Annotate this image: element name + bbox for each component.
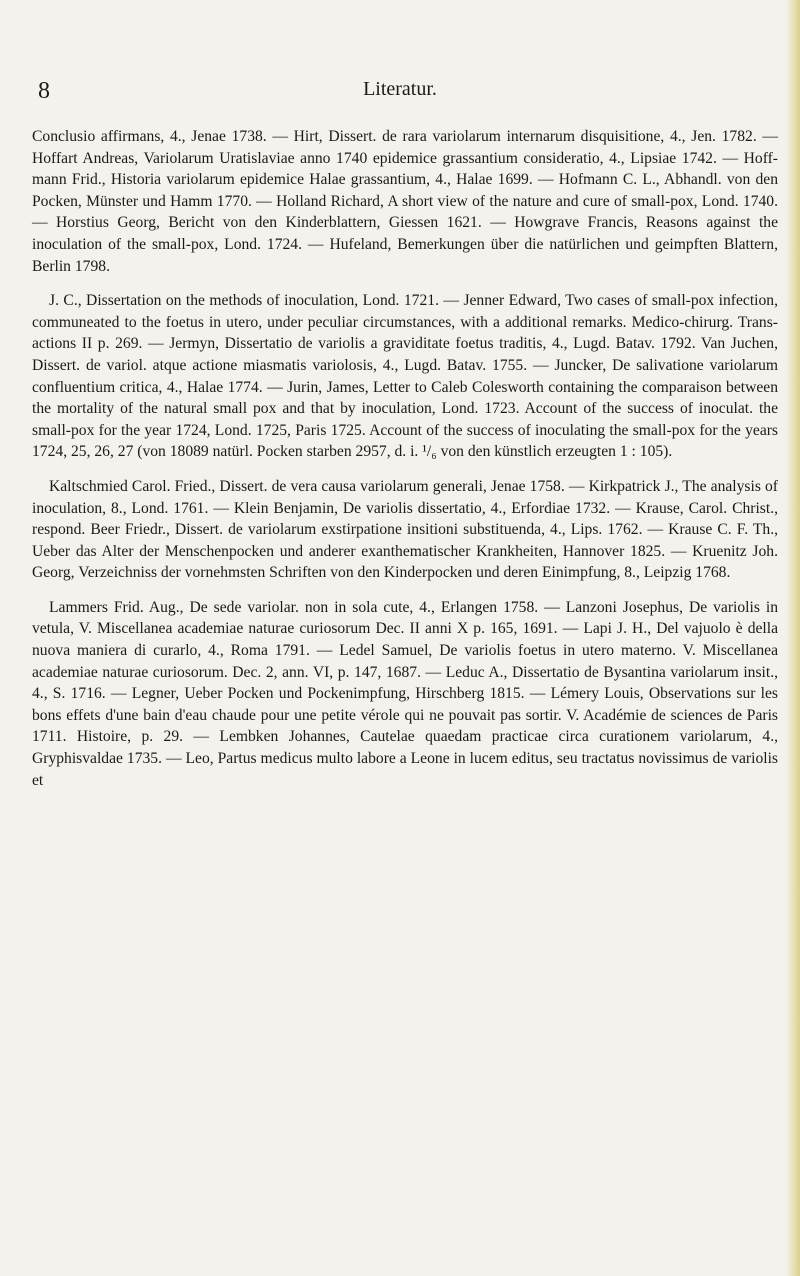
bibliography-text xyxy=(32,126,778,804)
running-title: Literatur. xyxy=(363,78,437,100)
paragraph-h-entries: Conclusio affirmans, 4., Jenae 1738. — Hirt, Dissert. de rara variolarum internarum disquisitione, 4., Jen. 1782. — Hoffart Andreas, Variolarum Uratislaviae anno 1740 epidemice grassantium consideratio, 4., Lipsiae 1742. — Hoffmann Frid., Historia variolarum epidemice Halae grassantium, 4., Halae 1699. — Hofmann C. L., Abhandl. von den Pocken, Münster und Hamm 1770. — Holland Richard, A short view of the nature and cure of small-pox, Lond. 1740. — Horstius Georg, Bericht von den Kinderblattern, Giessen 1621. — Howgrave Francis, Reasons against the inoculation of the small-pox, Lond. 1724. — Hufeland, Bemerkungen über die natürlichen und geimpften Blattern, Berlin 1798. xyxy=(32,128,778,275)
page-edge-tint xyxy=(786,0,800,1276)
paragraph-l-entries: Lammers Frid. Aug., De sede variolar. non in sola cute, 4., Erlangen 1758. — Lanzoni Josephus, De variolis in vetula, V. Miscellanea academiae naturae curiosorum Dec. II anni X p. 165, 1691. — Lapi J. H., Del vajuolo è della nuova maniera di curarlo, 4., Roma 1791. — Ledel Samuel, De variolis foetus in utero materno. V. Miscellanea academiae naturae curiosorum. Dec. 2, ann. VI, p. 147, 1687. — Leduc A., Dissertatio de Bysantina variolarum insit., 4., S. 1716. — Legner, Ueber Pocken und Pockenimpfung, Hirschberg 1815. — Lémery Louis, Observations sur les bons effets d'une bain d'eau chaude pour une petite vérole qui ne pouvait pas sortir. V. Académie de sciences de Paris 1711. Histoire, p. 29. — Lembken Johannes, Cautelae quaedam practicae circa curationem variolarum, 4., Gryphisvaldae 1735. — Leo, Partus medicus multo labore a Leone in lucem editus, seu tractatus novissimus de variolis et xyxy=(32,598,778,789)
paragraph-k-entries: Kaltschmied Carol. Fried., Dissert. de vera causa variolarum generali, Jenae 1758. — Kirkpatrick J., The analysis of inoculation, 8., Lond. 1761. — Klein Benjamin, De variolis dissertatio, 4., Erfordiae 1732. — Krause, Carol. Christ., respond. Beer Friedr., Dissert. de variolarum exstirpatione insitioni substituenda, 4., Lips. 1762. — Krause C. F. Th., Ueber das Alter der Menschenpocken und anderer exanthematischer Krankheiten, Hannover 1825. — Kruenitz Joh. Georg, Verzeichniss der vornehmsten Schriften von den Kinderpocken und deren Einimpfung, 8., Leipzig 1768. xyxy=(32,477,778,582)
paragraph-j-entries: J. C., Dissertation on the methods of inoculation, Lond. 1721. — Jenner Edward, Two cases of small-pox infection, communeated to the foetus in utero, under peculiar circumstances, with a additional remarks. Medico-chirurg. Transactions II p. 269. — Jermyn, Dissertatio de variolis a graviditate foetus traditis, 4., Lugd. Batav. 1792. Van Juchen, Dissert. de variol. atque actione miasmatis variolosis, 4., Lugd. Batav. 1755. — Juncker, De salivatione variolarum confluentium critica, 4., Halae 1774. — Jurin, James, Letter to Caleb Colesworth containing the comparaison between the mortality of the natural small pox and that by inoculation, Lond. 1723. Account of the success of inoculat. the small-pox for the year 1724, Lond. 1725, Paris 1725. Account of the success of inoculating the small-pox for the years 1724, 25, 26, 27 (von 18089 natürl. Pocken starben 2957, d. i. ¹/₆ von den künstlich erzeugten 1 : 105). xyxy=(32,292,778,461)
page-number: 8 xyxy=(38,78,50,104)
page-header xyxy=(0,76,800,106)
